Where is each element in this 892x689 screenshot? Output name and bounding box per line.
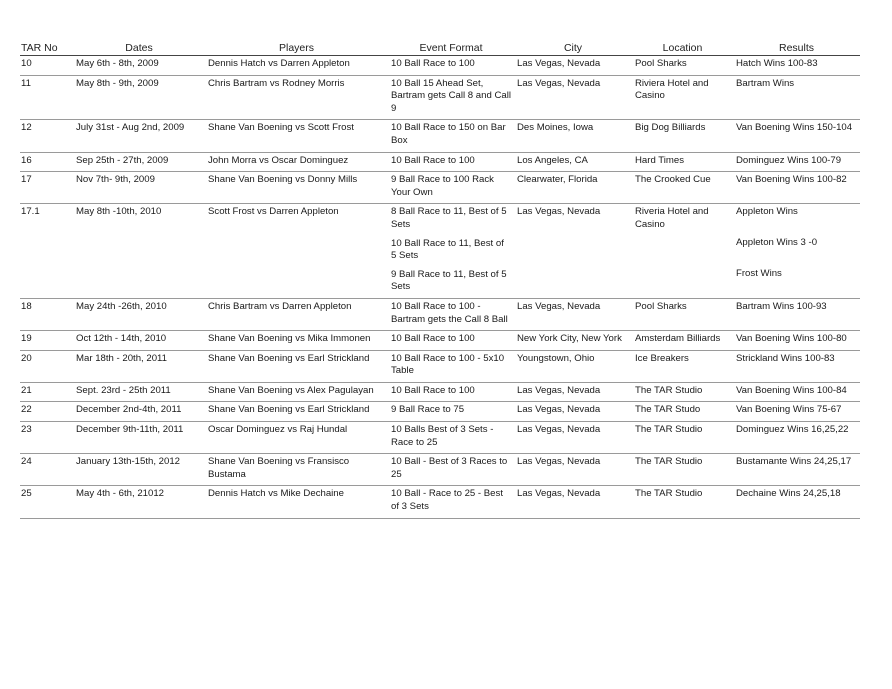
cell-tar-no: 23 <box>20 422 73 454</box>
cell-city: Las Vegas, Nevada <box>514 486 632 518</box>
cell-results <box>733 172 860 204</box>
cell-event-format-line: 10 Ball Race to 100 <box>391 58 475 69</box>
cell-dates: May 8th -10th, 2010 <box>73 204 205 299</box>
cell-players: Shane Van Boening vs Mika Immonen <box>205 331 388 351</box>
cell-event-format <box>388 120 514 152</box>
cell-city: Des Moines, Iowa <box>514 120 632 152</box>
cell-event-format <box>388 298 514 330</box>
cell-city: Los Angeles, CA <box>514 152 632 172</box>
cell-results-line: Van Boening Wins 150-104 <box>736 122 853 134</box>
cell-event-format <box>388 486 514 518</box>
cell-location: The Crooked Cue <box>632 172 733 204</box>
cell-city: New York City, New York <box>514 331 632 351</box>
cell-location: Hard Times <box>632 152 733 172</box>
cell-results-line: Dominguez Wins 16,25,22 <box>736 424 849 436</box>
cell-event-format-line: 9 Ball Race to 11, Best of 5 Sets <box>391 268 507 293</box>
cell-city: Las Vegas, Nevada <box>514 56 632 76</box>
cell-event-format <box>388 402 514 422</box>
table-body <box>20 56 860 519</box>
cell-results-line: Strickland Wins 100-83 <box>736 352 835 364</box>
cell-location: Ice Breakers <box>632 350 733 382</box>
cell-results <box>733 56 860 76</box>
cell-dates: Sep 25th - 27th, 2009 <box>73 152 205 172</box>
cell-players: Chris Bartram vs Darren Appleton <box>205 298 388 330</box>
cell-dates: Sept. 23rd - 25th 2011 <box>73 382 205 402</box>
cell-dates: Nov 7th- 9th, 2009 <box>73 172 205 204</box>
table-row <box>20 172 860 204</box>
cell-tar-no: 20 <box>20 350 73 382</box>
cell-results <box>733 152 860 172</box>
cell-city: Las Vegas, Nevada <box>514 422 632 454</box>
cell-location: Big Dog Billiards <box>632 120 733 152</box>
cell-results-line: Hatch Wins 100-83 <box>736 58 818 69</box>
header-players: Players <box>205 40 388 56</box>
header-dates: Dates <box>73 40 205 56</box>
cell-city: Clearwater, Florida <box>514 172 632 204</box>
cell-results-line: Van Boening Wins 100-84 <box>736 384 847 396</box>
cell-event-format-line: 10 Ball Race to 150 on Bar Box <box>391 122 506 146</box>
table-header-row <box>20 40 860 56</box>
cell-event-format <box>388 75 514 120</box>
cell-event-format <box>388 204 514 299</box>
cell-dates: May 24th -26th, 2010 <box>73 298 205 330</box>
cell-results-line: Frost Wins <box>736 268 782 280</box>
cell-tar-no: 25 <box>20 486 73 518</box>
cell-results <box>733 120 860 152</box>
cell-event-format <box>388 331 514 351</box>
header-results: Results <box>733 40 860 56</box>
cell-event-format-line: 10 Ball Race to 100 - Bartram gets the Call 8 Ball <box>391 300 508 325</box>
cell-results-line: Dechaine Wins 24,25,18 <box>736 488 841 500</box>
cell-location: Pool Sharks <box>632 298 733 330</box>
header-tar-no: TAR No <box>20 40 73 56</box>
cell-tar-no: 17.1 <box>20 204 73 299</box>
cell-location: Riviera Hotel and Casino <box>632 75 733 120</box>
cell-results-line: Bustamante Wins 24,25,17 <box>736 456 852 468</box>
cell-location: The TAR Studio <box>632 486 733 518</box>
cell-event-format-line: 10 Ball - Best of 3 Races to 25 <box>391 456 508 480</box>
cell-players: Shane Van Boening vs Alex Pagulayan <box>205 382 388 402</box>
cell-event-format <box>388 382 514 402</box>
cell-location: The TAR Studo <box>632 402 733 422</box>
cell-city: Las Vegas, Nevada <box>514 382 632 402</box>
header-location: Location <box>632 40 733 56</box>
cell-results <box>733 422 860 454</box>
cell-location: The TAR Studio <box>632 422 733 454</box>
cell-results <box>733 204 860 299</box>
cell-event-format-line: 10 Ball - Race to 25 - Best of 3 Sets <box>391 488 503 513</box>
cell-results-line: Dominguez Wins 100-79 <box>736 154 842 166</box>
cell-players: Dennis Hatch vs Mike Dechaine <box>205 486 388 518</box>
cell-results <box>733 402 860 422</box>
table-row <box>20 120 860 152</box>
cell-players: Shane Van Boening vs Scott Frost <box>205 120 388 152</box>
cell-tar-no: 16 <box>20 152 73 172</box>
cell-players: Dennis Hatch vs Darren Appleton <box>205 56 388 76</box>
cell-event-format <box>388 350 514 382</box>
cell-event-format-line: 9 Ball Race to 75 <box>391 404 465 416</box>
cell-event-format-line: 10 Balls Best of 3 Sets - Race to 25 <box>391 424 494 448</box>
cell-results <box>733 382 860 402</box>
cell-tar-no: 10 <box>20 56 73 76</box>
cell-event-format <box>388 56 514 76</box>
cell-dates: July 31st - Aug 2nd, 2009 <box>73 120 205 152</box>
tar-events-table <box>20 40 860 519</box>
cell-dates: May 8th - 9th, 2009 <box>73 75 205 120</box>
table-row <box>20 56 860 76</box>
cell-dates: December 9th-11th, 2011 <box>73 422 205 454</box>
cell-event-format-line: 10 Ball Race to 100 <box>391 333 475 345</box>
cell-location: Riveria Hotel and Casino <box>632 204 733 299</box>
table-row <box>20 331 860 351</box>
cell-results-line: Van Boening Wins 100-82 <box>736 174 847 186</box>
cell-event-format <box>388 422 514 454</box>
cell-event-format-line: 10 Ball 15 Ahead Set, Bartram gets Call 8 and Call 9 <box>391 77 511 114</box>
cell-city: Las Vegas, Nevada <box>514 204 632 299</box>
cell-players: Shane Van Boening vs Earl Strickland <box>205 402 388 422</box>
table-row <box>20 204 860 299</box>
cell-location: Amsterdam Billiards <box>632 331 733 351</box>
cell-tar-no: 24 <box>20 454 73 486</box>
table-row <box>20 486 860 518</box>
cell-event-format-line: 10 Ball Race to 100 - 5x10 Table <box>391 352 505 377</box>
cell-results-line: Van Boening Wins 100-80 <box>736 333 847 345</box>
cell-dates: Mar 18th - 20th, 2011 <box>73 350 205 382</box>
cell-players: John Morra vs Oscar Dominguez <box>205 152 388 172</box>
cell-results-line: Appleton Wins <box>736 206 798 218</box>
cell-event-format-line: 9 Ball Race to 100 Rack Your Own <box>391 174 494 198</box>
cell-tar-no: 12 <box>20 120 73 152</box>
cell-location: Pool Sharks <box>632 56 733 76</box>
cell-dates: January 13th-15th, 2012 <box>73 454 205 486</box>
cell-event-format <box>388 172 514 204</box>
header-city: City <box>514 40 632 56</box>
cell-results <box>733 331 860 351</box>
cell-tar-no: 17 <box>20 172 73 204</box>
cell-city: Las Vegas, Nevada <box>514 75 632 120</box>
cell-event-format-line: 10 Ball Race to 100 <box>391 154 475 166</box>
table-row <box>20 298 860 330</box>
cell-results <box>733 454 860 486</box>
cell-results <box>733 486 860 518</box>
table-row <box>20 382 860 402</box>
cell-event-format-line: 10 Ball Race to 100 <box>391 384 475 396</box>
cell-event-format <box>388 454 514 486</box>
cell-city: Las Vegas, Nevada <box>514 454 632 486</box>
cell-tar-no: 21 <box>20 382 73 402</box>
cell-dates: December 2nd-4th, 2011 <box>73 402 205 422</box>
cell-location: The TAR Studio <box>632 454 733 486</box>
table-row <box>20 402 860 422</box>
table-row <box>20 454 860 486</box>
cell-city: Las Vegas, Nevada <box>514 298 632 330</box>
cell-players: Oscar Dominguez vs Raj Hundal <box>205 422 388 454</box>
cell-results-line: Van Boening Wins 75-67 <box>736 404 842 416</box>
cell-players: Shane Van Boening vs Fransisco Bustama <box>205 454 388 486</box>
cell-tar-no: 18 <box>20 298 73 330</box>
cell-results <box>733 75 860 120</box>
cell-results <box>733 350 860 382</box>
cell-city: Youngstown, Ohio <box>514 350 632 382</box>
cell-results-line: Bartram Wins 100-93 <box>736 300 827 312</box>
cell-tar-no: 22 <box>20 402 73 422</box>
cell-city: Las Vegas, Nevada <box>514 402 632 422</box>
cell-tar-no: 19 <box>20 331 73 351</box>
table-row <box>20 350 860 382</box>
cell-event-format-line: 10 Ball Race to 11, Best of 5 Sets <box>391 237 504 262</box>
cell-dates: Oct 12th - 14th, 2010 <box>73 331 205 351</box>
cell-results-line: Appleton Wins 3 -0 <box>736 237 818 249</box>
cell-players: Shane Van Boening vs Earl Strickland <box>205 350 388 382</box>
cell-players: Chris Bartram vs Rodney Morris <box>205 75 388 120</box>
cell-dates: May 6th - 8th, 2009 <box>73 56 205 76</box>
cell-results <box>733 298 860 330</box>
cell-event-format <box>388 152 514 172</box>
table-row <box>20 152 860 172</box>
cell-players: Scott Frost vs Darren Appleton <box>205 204 388 299</box>
table-row <box>20 422 860 454</box>
cell-results-line: Bartram Wins <box>736 77 795 89</box>
cell-dates: May 4th - 6th, 21012 <box>73 486 205 518</box>
header-event-format: Event Format <box>388 40 514 56</box>
cell-players: Shane Van Boening vs Donny Mills <box>205 172 388 204</box>
table-row <box>20 75 860 120</box>
cell-tar-no: 11 <box>20 75 73 120</box>
cell-event-format-line: 8 Ball Race to 11, Best of 5 Sets <box>391 206 507 230</box>
cell-location: The TAR Studio <box>632 382 733 402</box>
